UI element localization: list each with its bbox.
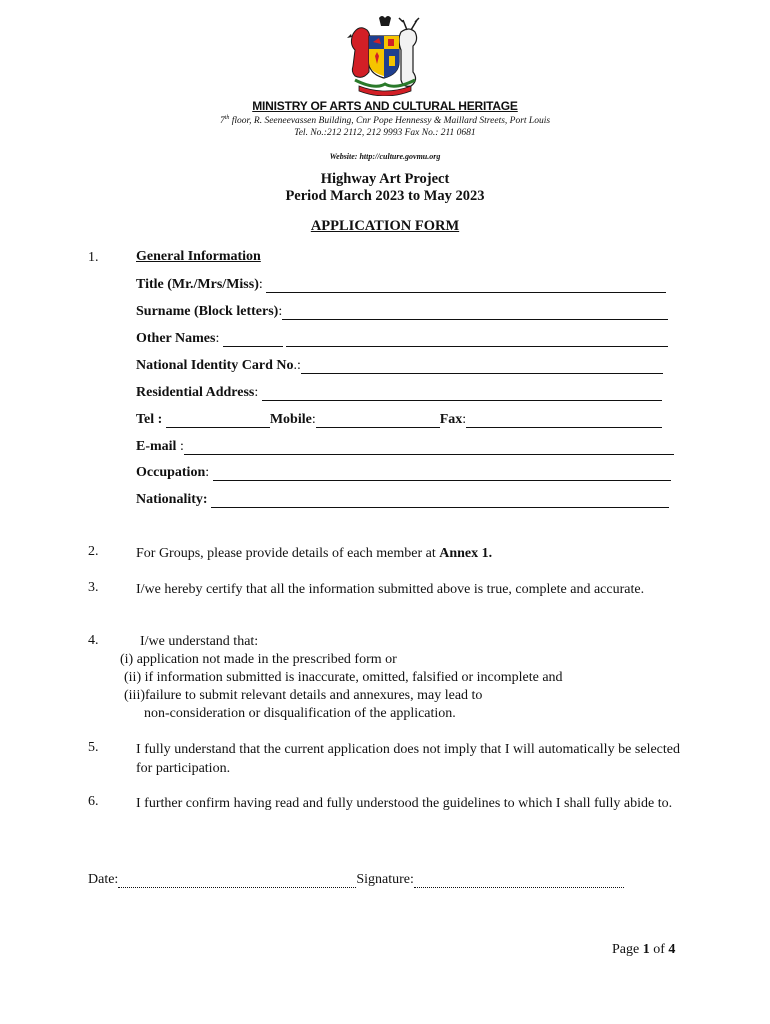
surname-field-row: Surname (Block letters) : (136, 302, 668, 320)
project-title: Highway Art Project (320, 171, 450, 187)
section-6-number: 6. (88, 794, 99, 809)
mobile-label: Mobile (269, 412, 312, 427)
surname-input[interactable] (282, 305, 668, 320)
section-4-item-4: non-consideration or disqualification of the application. (144, 706, 456, 721)
tel-label: Tel : (136, 412, 163, 427)
section-4-number: 4. (88, 633, 99, 648)
occupation-input[interactable] (213, 466, 671, 481)
nationality-field-row (136, 490, 669, 508)
occupation-field-row: Occupation : (136, 463, 671, 481)
nationality-label: Nationality: (136, 492, 208, 507)
section-4-item-1: (i) application not made in the prescribed form or (120, 652, 397, 667)
mobile-input[interactable] (316, 413, 440, 428)
nic-input[interactable] (301, 359, 663, 374)
date-signature-row (88, 872, 624, 888)
date-input[interactable] (118, 875, 356, 888)
fax-input[interactable] (466, 413, 662, 428)
tel-field-row: Tel : Mobile : Fax : (136, 410, 662, 428)
section-2-number: 2. (88, 544, 99, 559)
section-4-intro: I/we understand that: (140, 634, 259, 649)
website: Website: http://culture.govmu.org (329, 152, 441, 161)
nic-field-row: National Identity Card No .: (136, 356, 663, 374)
ministry-name: MINISTRY OF ARTS AND CULTURAL HERITAGE (252, 99, 518, 113)
section-3-number: 3. (88, 580, 99, 595)
section-5-number: 5. (88, 740, 99, 755)
other-names-label: Other Names (136, 331, 216, 346)
occupation-label: Occupation (136, 465, 206, 480)
title-input[interactable] (266, 278, 666, 293)
email-field-row: E-mail : (136, 437, 674, 455)
email-label: E-mail (136, 439, 177, 454)
section-4-item-2: (ii) if information submitted is inaccurate, omitted, falsified or incomplete and (124, 670, 563, 685)
address-line-1: 7th floor, R. Seeneevassen Building, Cnr Pope Hennessy & Maillard Streets, Port Louis (219, 115, 551, 127)
section-1-title: General Information (136, 249, 261, 264)
coat-of-arms-emblem (345, 14, 425, 96)
surname-label: Surname (Block letters) (136, 304, 279, 319)
section-2-text: For Groups, please provide details of each member at Annex 1. (136, 546, 493, 561)
address-field-row: Residential Address : (136, 383, 662, 401)
tel-input[interactable] (166, 413, 270, 428)
date-label: Date: (88, 872, 119, 887)
other-names-input[interactable] (286, 332, 668, 347)
project-period: Period March 2023 to May 2023 (285, 188, 485, 204)
section-6-text: I further confirm having read and fully understood the guidelines to which I shall fully abide to. (136, 796, 673, 811)
title-field-row: Title (Mr./Mrs/Miss) : (136, 275, 666, 293)
signature-input[interactable] (414, 875, 624, 888)
annex-reference: Annex 1. (439, 546, 493, 561)
section-4-item-3: (iii)failure to submit relevant details and annexures, may lead to (124, 688, 483, 703)
nationality-input[interactable] (211, 493, 669, 508)
address-label: Residential Address (136, 385, 255, 400)
section-3-text: I/we hereby certify that all the information submitted above is true, complete and accurate. (136, 582, 645, 597)
section-1-number: 1. (88, 250, 99, 265)
email-input[interactable] (184, 440, 674, 455)
page-number: Page 1 of 4 (612, 942, 676, 957)
fax-label: Fax (439, 412, 463, 427)
form-title: APPLICATION FORM (310, 218, 460, 234)
address-input[interactable] (262, 386, 662, 401)
other-names-field-row: Other Names : (136, 329, 668, 347)
nic-label: National Identity Card No (136, 358, 294, 373)
signature-label: Signature: (356, 872, 414, 887)
section-5-text: I fully understand that the current application does not imply that I will automatically be selected for participation. (136, 742, 680, 776)
other-names-line-a (223, 332, 283, 347)
title-label: Title (Mr./Mrs/Miss) (136, 277, 259, 292)
address-line-2: Tel. No.:212 2112, 212 9993 Fax No.: 211 0681 (294, 128, 476, 138)
